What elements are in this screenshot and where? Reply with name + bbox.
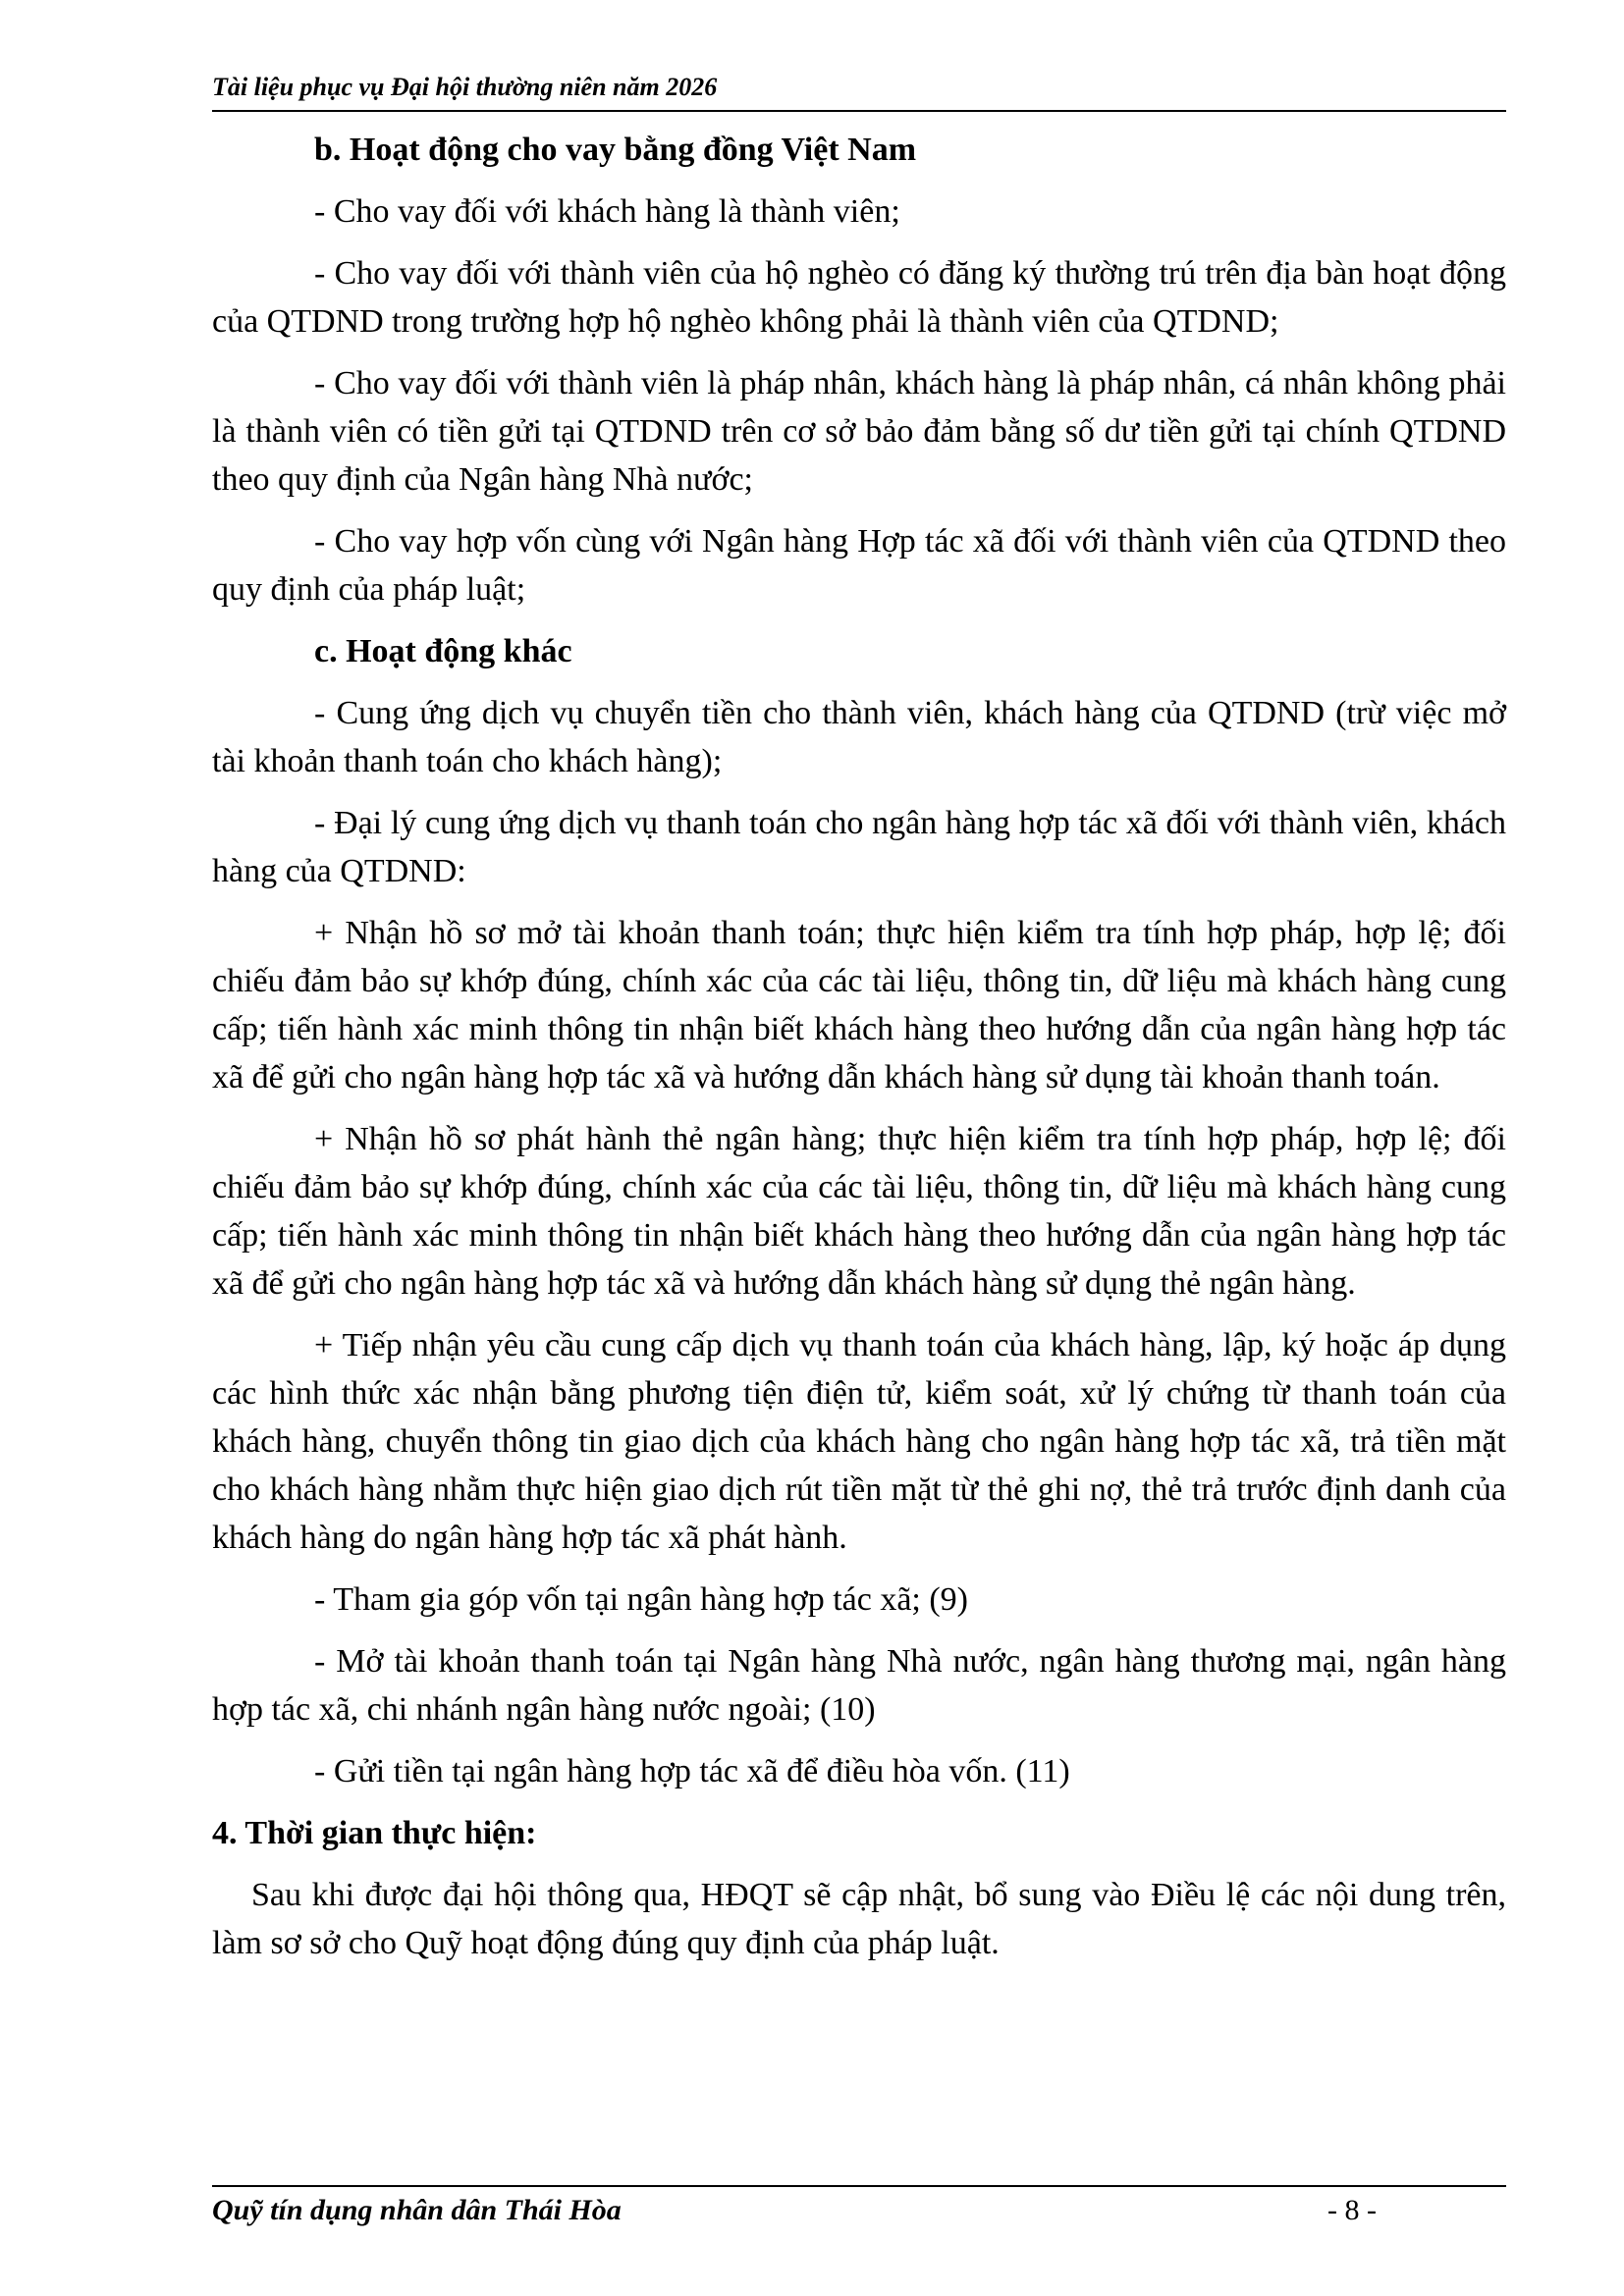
section-4-title: 4. Thời gian thực hiện:: [212, 1815, 537, 1851]
document-body: [212, 126, 1506, 1981]
section-4-text: Sau khi được đại hội thông qua, HĐQT sẽ cập nhật, bổ sung vào Điều lệ các nội dung trên, làm sơ sở cho Quỹ hoạt động đúng quy định của pháp luật.: [212, 1877, 1506, 1961]
footer-divider: [212, 2185, 1506, 2187]
page-number: - 8 -: [1327, 2194, 1377, 2226]
heading-other-activities: c. Hoạt động khác: [314, 633, 572, 669]
heading-lending-vnd: b. Hoạt động cho vay bằng đồng Việt Nam: [314, 132, 917, 168]
activity-item: - Cung ứng dịch vụ chuyển tiền cho thành viên, khách hàng của QTDND (trừ việc mở tài khoản thanh toán cho khách hàng);: [212, 695, 1506, 779]
activity-subitem: + Tiếp nhận yêu cầu cung cấp dịch vụ thanh toán của khách hàng, lập, ký hoặc áp dụng các hình thức xác nhận bằng phương tiện điện tử, kiểm soát, xử lý chứng từ thanh toán của khách hàng, chuyển thông tin giao dịch của khách hàng cho ngân hàng hợp tác xã, trả tiền mặt cho khách hàng nhằm thực hiện giao dịch rút tiền mặt từ thẻ ghi nợ, thẻ trả trước định danh của khách hàng do ngân hàng hợp tác xã phát hành.: [212, 1327, 1506, 1556]
document-header-title: Tài liệu phục vụ Đại hội thường niên năm 2026: [212, 73, 718, 101]
lending-item: - Cho vay đối với khách hàng là thành viên;: [314, 193, 900, 230]
activity-item: - Gửi tiền tại ngân hàng hợp tác xã để điều hòa vốn. (11): [314, 1753, 1070, 1789]
activity-subitem: + Nhận hồ sơ mở tài khoản thanh toán; thực hiện kiểm tra tính hợp pháp, hợp lệ; đối chiếu đảm bảo sự khớp đúng, chính xác của các tài liệu, thông tin, dữ liệu mà khách hàng cung cấp; tiến hành xác minh thông tin nhận biết khách hàng theo hướng dẫn của ngân hàng hợp tác xã để gửi cho ngân hàng hợp tác xã và hướng dẫn khách hàng sử dụng tài khoản thanh toán.: [212, 915, 1506, 1095]
activity-item: - Mở tài khoản thanh toán tại Ngân hàng Nhà nước, ngân hàng thương mại, ngân hàng hợp tác xã, chi nhánh ngân hàng nước ngoài; (10): [212, 1643, 1506, 1728]
lending-item: - Cho vay đối với thành viên là pháp nhân, khách hàng là pháp nhân, cá nhân không phải là thành viên có tiền gửi tại QTDND trên cơ sở bảo đảm bằng số dư tiền gửi tại chính QTDND theo quy định của Ngân hàng Nhà nước;: [212, 365, 1506, 498]
activity-item: - Tham gia góp vốn tại ngân hàng hợp tác xã; (9): [314, 1581, 969, 1618]
lending-item: - Cho vay đối với thành viên của hộ nghèo có đăng ký thường trú trên địa bàn hoạt động của QTDND trong trường hợp hộ nghèo không phải là thành viên của QTDND;: [212, 255, 1506, 340]
footer-organization: Quỹ tín dụng nhân dân Thái Hòa: [212, 2194, 622, 2226]
header-divider: [212, 110, 1506, 112]
activity-subitem: + Nhận hồ sơ phát hành thẻ ngân hàng; thực hiện kiểm tra tính hợp pháp, hợp lệ; đối chiếu đảm bảo sự khớp đúng, chính xác của các tài liệu, thông tin, dữ liệu mà khách hàng cung cấp; tiến hành xác minh thông tin nhận biết khách hàng theo hướng dẫn của ngân hàng hợp tác xã để gửi cho ngân hàng hợp tác xã và hướng dẫn khách hàng sử dụng thẻ ngân hàng.: [212, 1121, 1506, 1302]
lending-item: - Cho vay hợp vốn cùng với Ngân hàng Hợp tác xã đối với thành viên của QTDND theo quy định của pháp luật;: [212, 523, 1506, 608]
activity-item: - Đại lý cung ứng dịch vụ thanh toán cho ngân hàng hợp tác xã đối với thành viên, khách hàng của QTDND:: [212, 805, 1506, 889]
